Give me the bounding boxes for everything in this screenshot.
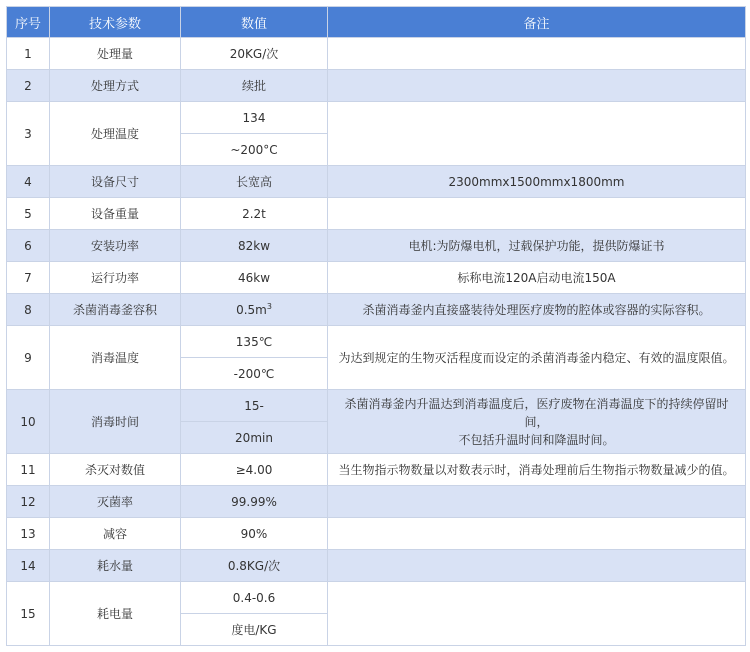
row-param: 处理量	[50, 38, 181, 70]
row-note: 2300mmx1500mmx1800mm	[328, 166, 746, 198]
row-value-part: 15-	[181, 390, 328, 422]
row-no: 15	[7, 582, 50, 646]
spec-table-container	[6, 6, 746, 646]
row-note	[328, 390, 746, 454]
header-param: 技术参数	[50, 7, 181, 38]
row-param: 安装功率	[50, 230, 181, 262]
row-note: 电机:为防爆电机，过载保护功能，提供防爆证书	[328, 230, 746, 262]
row-no: 11	[7, 454, 50, 486]
row-note: 杀菌消毒釜内直接盛装待处理医疗废物的腔体或容器的实际容积。	[328, 294, 746, 326]
row-value: 46kw	[181, 262, 328, 294]
table-row	[7, 454, 746, 486]
table-row	[7, 582, 746, 614]
row-param: 杀灭对数值	[50, 454, 181, 486]
table-header-row	[7, 7, 746, 38]
row-note	[328, 70, 746, 102]
header-note: 备注	[328, 7, 746, 38]
row-param: 设备尺寸	[50, 166, 181, 198]
row-value-part: 20min	[181, 422, 328, 454]
row-param: 灭菌率	[50, 486, 181, 518]
row-value-part: 度电/KG	[181, 614, 328, 646]
row-note	[328, 486, 746, 518]
row-value-part: 135℃	[181, 326, 328, 358]
row-no: 13	[7, 518, 50, 550]
table-row	[7, 486, 746, 518]
row-value: 99.99%	[181, 486, 328, 518]
table-row	[7, 550, 746, 582]
row-value: ≥4.00	[181, 454, 328, 486]
table-row	[7, 518, 746, 550]
row-param: 处理方式	[50, 70, 181, 102]
header-no: 序号	[7, 7, 50, 38]
table-row	[7, 262, 746, 294]
row-no: 14	[7, 550, 50, 582]
table-row	[7, 38, 746, 70]
row-param: 耗水量	[50, 550, 181, 582]
row-no: 9	[7, 326, 50, 390]
table-row	[7, 102, 746, 134]
row-note	[328, 582, 746, 646]
row-param: 消毒温度	[50, 326, 181, 390]
row-note	[328, 102, 746, 166]
row-no: 7	[7, 262, 50, 294]
row-no: 1	[7, 38, 50, 70]
row-param: 运行功率	[50, 262, 181, 294]
header-value: 数值	[181, 7, 328, 38]
row-value-part: 134	[181, 102, 328, 134]
row-note	[328, 198, 746, 230]
row-param: 杀菌消毒釜容积	[50, 294, 181, 326]
row-note	[328, 38, 746, 70]
row-note	[328, 518, 746, 550]
note-line: 杀菌消毒釜内升温达到消毒温度后，医疗废物在消毒温度下的持续停留时间，	[344, 396, 729, 429]
row-no: 2	[7, 70, 50, 102]
row-value-part: ~200°C	[181, 134, 328, 166]
row-note: 当生物指示物数量以对数表示时，消毒处理前后生物指示物数量减少的值。	[328, 454, 746, 486]
table-row	[7, 70, 746, 102]
value-superscript: 3	[266, 301, 272, 311]
row-param: 设备重量	[50, 198, 181, 230]
table-row	[7, 198, 746, 230]
row-value: 2.2t	[181, 198, 328, 230]
row-no: 3	[7, 102, 50, 166]
row-no: 4	[7, 166, 50, 198]
row-no: 8	[7, 294, 50, 326]
row-note	[328, 550, 746, 582]
note-line: 不包括升温时间和降温时间。	[458, 432, 615, 447]
value-text: 0.5m	[236, 302, 267, 317]
table-row	[7, 294, 746, 326]
table-row	[7, 390, 746, 422]
table-row	[7, 166, 746, 198]
table-row	[7, 230, 746, 262]
row-value: 20KG/次	[181, 38, 328, 70]
row-value: 续批	[181, 70, 328, 102]
row-param: 耗电量	[50, 582, 181, 646]
row-param: 减容	[50, 518, 181, 550]
row-param: 消毒时间	[50, 390, 181, 454]
row-value	[181, 294, 328, 326]
row-note: 为达到规定的生物灭活程度而设定的杀菌消毒釜内稳定、有效的温度限值。	[328, 326, 746, 390]
row-no: 6	[7, 230, 50, 262]
row-value: 长宽高	[181, 166, 328, 198]
row-no: 12	[7, 486, 50, 518]
row-param: 处理温度	[50, 102, 181, 166]
spec-table	[6, 6, 746, 646]
row-value-part: 0.4-0.6	[181, 582, 328, 614]
row-no: 10	[7, 390, 50, 454]
row-no: 5	[7, 198, 50, 230]
table-row	[7, 326, 746, 358]
row-value: 90%	[181, 518, 328, 550]
row-value: 0.8KG/次	[181, 550, 328, 582]
row-value: 82kw	[181, 230, 328, 262]
row-value-part: -200℃	[181, 358, 328, 390]
row-note: 标称电流120A启动电流150A	[328, 262, 746, 294]
